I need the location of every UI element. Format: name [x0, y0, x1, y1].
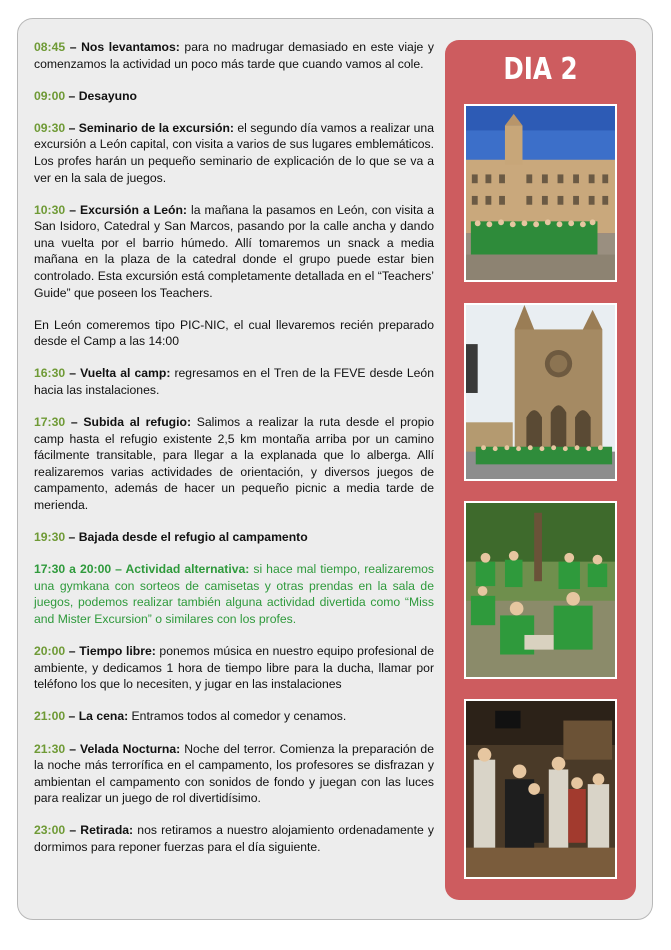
schedule-entry	[34, 317, 434, 350]
entry-time: 09:00	[34, 88, 66, 103]
entry-time: 17:30 a 20:00	[34, 562, 112, 577]
san-marcos-image	[466, 106, 615, 280]
entry-text: para no madrugar demasiado en este viaje y comenzamos la actividad un poco más tarde que cuando vamos al cole.	[34, 40, 434, 71]
schedule-entry	[34, 643, 434, 693]
entry-title: – Subida al refugio:	[65, 415, 192, 430]
schedule-entry	[34, 120, 434, 186]
entry-text: Salimos a realizar la ruta desde el propio camp hasta el refugio existente 2,5 km montaña arriba por un camino fácilmente transitable, para llegar a la explanada que lo alberga. Allí realizaremos varias actividades de orientación, y diversos juegos de campamento, además de hacer un pequeño picnic a media tarde de merienda.	[34, 415, 434, 513]
entry-time: 16:30	[34, 366, 66, 381]
picnic-image	[466, 503, 615, 677]
entry-time: 21:00	[34, 709, 66, 724]
entry-title: – Nos levantamos:	[65, 40, 180, 54]
entry-title: – La cena:	[65, 709, 129, 724]
entry-time: 08:45	[34, 40, 66, 54]
entry-text: nos retiramos a nuestro alojamiento ordenadamente y dormimos para reponer fuerzas para el día siguiente.	[34, 823, 434, 854]
catedral-image	[466, 305, 615, 479]
velada-image	[466, 701, 615, 877]
entry-title: – Velada Nocturna:	[65, 741, 181, 756]
schedule-entry	[34, 529, 434, 546]
entry-time: 23:00	[34, 823, 66, 838]
schedule-entry	[34, 365, 434, 398]
entry-text: regresamos en el Tren de la FEVE desde León hacia las instalaciones.	[34, 366, 434, 397]
entry-title: – Vuelta al camp:	[65, 366, 171, 381]
entry-text: En León comeremos tipo PIC-NIC, el cual llevaremos recién preparado desde el Camp a las 14:00	[34, 317, 434, 349]
entry-text: la mañana la pasamos en León, con visita a San Isidoro, Catedral y San Marcos, pasando por la calle ancha y dando una vuelta por el barrio húmedo. Allí tomaremos un snack a media mañana en la plaza de la catedral donde el grupo puede estar bien controlado. Esta excursión está completamente detallada en el “Teachers’ Guide” que poseen los Teachers.	[34, 202, 434, 300]
entry-text: Entramos todos al comedor y cenamos.	[128, 709, 347, 724]
photo-san-marcos	[464, 104, 617, 282]
schedule-entry	[34, 708, 434, 725]
entry-title: – Desayuno	[65, 88, 137, 103]
entry-title: – Bajada desde el refugio al campamento	[65, 530, 308, 545]
entry-time: 21:30	[34, 741, 66, 756]
entry-text: Noche del terror. Comienza la preparación de la noche más terrorífica en el campamento, los profesores se disfrazan y ambientan el campamento con sonidos de fondo y juegan con las luces para realizar un juego de rol divertidísimo.	[34, 741, 434, 806]
entry-text: el segundo día vamos a realizar una excursión a León capital, con visita a varios de sus lugares emblemáticos. Los profes harán un pequeño seminario de explicación de lo que se va a ver en la sala de juegos.	[34, 120, 434, 185]
entry-time: 09:30	[34, 120, 66, 135]
entry-text: ponemos música en nuestro equipo profesional de ambiente, y dedicamos 1 hora de tiempo libre para la ducha, llamar por teléfono los que lo necesiten, y jugar en las instalaciones	[34, 644, 434, 692]
entry-title: – Seminario de la excursión:	[65, 120, 234, 135]
schedule-entry	[34, 741, 434, 807]
entry-time: 19:30	[34, 530, 66, 545]
photo-velada-nocturna	[464, 699, 617, 879]
entry-title: – Actividad alternativa:	[111, 562, 250, 577]
photo-catedral-leon	[464, 303, 617, 481]
photo-picnic-park	[464, 501, 617, 679]
entry-time: 10:30	[34, 202, 66, 217]
schedule-entry	[34, 88, 434, 105]
schedule-entry	[34, 202, 434, 302]
entry-title: – Excursión a León:	[65, 202, 187, 217]
day-title: DIA 2	[503, 52, 578, 87]
entry-text: si hace mal tiempo, realizaremos una gymkana con sorteos de camisetas y otras prendas en la sala de juegos, podemos realizar también alguna actividad divertida como “Miss and Mister Excursion” o similares con los profes.	[34, 562, 434, 627]
entry-title: – Tiempo libre:	[65, 644, 156, 659]
schedule-entry	[34, 414, 434, 514]
schedule-list	[34, 39, 434, 871]
entry-time: 17:30	[34, 415, 66, 430]
schedule-entry-alternative	[34, 561, 434, 627]
day-sidebar	[445, 40, 636, 900]
schedule-entry	[34, 39, 434, 72]
entry-time: 20:00	[34, 644, 66, 659]
entry-title: – Retirada:	[65, 823, 134, 838]
schedule-entry	[34, 822, 434, 855]
